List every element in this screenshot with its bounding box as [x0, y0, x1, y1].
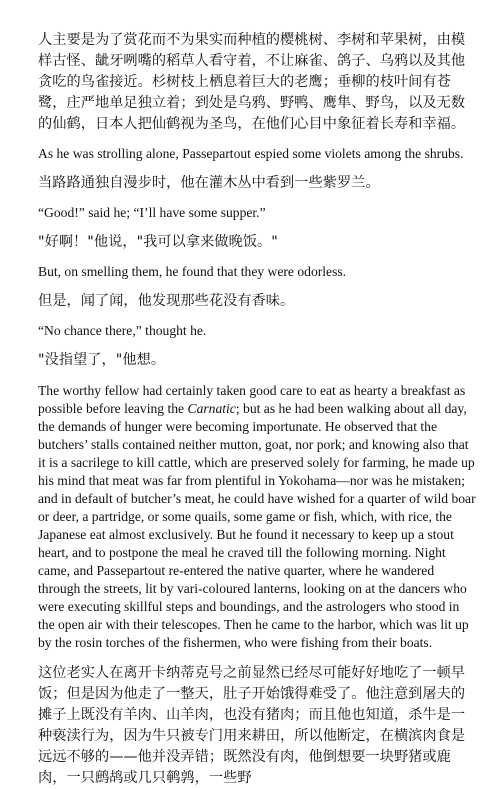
document-page	[38, 30, 478, 789]
hunger-text-start: The worthy fellow had certainly taken good care to eat as hearty a breakfast as possible before leaving the	[38, 383, 466, 416]
ship-name: Carnatic	[187, 401, 236, 416]
paragraph-en-hunger	[38, 382, 478, 652]
paragraph-en-no-chance: “No chance there,” thought he.	[38, 323, 207, 338]
paragraph-en-good: “Good!” said he; “I’ll have some supper.”	[38, 205, 266, 220]
paragraph-zh-odorless: 但是，闻了闻，他发现那些花没有香味。	[38, 293, 295, 309]
paragraph-zh-gardens: 人主要是为了赏花而不为果实而种植的樱桃树、李树和苹果树，由模样古怪、龇牙咧嘴的稻草人看守着，不让麻雀、鸽子、乌鸦以及其他贪吃的鸟雀接近。杉树枝上栖息着巨大的老鹰；垂柳的枝叶间有苍鹭，庄严地单足独立着；到处是乌鸦、野鸭、鹰隼、野鸟，以及无数的仙鹤，日本人把仙鹤视为圣鸟，在他们心目中象征着长寿和幸福。	[38, 32, 466, 132]
paragraph-en-odorless: But, on smelling them, he found that they were odorless.	[38, 264, 347, 279]
paragraph-zh-violets: 当路路通独自漫步时，他在灌木丛中看到一些紫罗兰。	[38, 175, 380, 191]
paragraph-zh-no-chance: "没指望了，"他想。	[38, 352, 166, 368]
paragraph-en-violets: As he was strolling alone, Passepartout espied some violets among the shrubs.	[38, 146, 464, 161]
paragraph-zh-good: "好啊！"他说，"我可以拿来做晚饭。"	[38, 234, 278, 250]
paragraph-zh-hunger: 这位老实人在离开卡纳蒂克号之前显然已经尽可能好好地吃了一顿早饭；但是因为他走了一整天，肚子开始饿得难受了。他注意到屠夫的摊子上既没有羊肉、山羊肉，也没有猪肉；而且他也知道，杀牛是一种亵渎行为，因为牛只被专门用来耕田，所以他断定，在横滨肉食是远远不够的——他并没弄错；既然没有肉，他倒想要一块野猪或鹿肉，一只鹧鸪或几只鹌鹑，一些野	[38, 665, 466, 786]
hunger-text-end: ; but as he had been walking about all day, the demands of hunger were becoming importunate. He observed that the butchers’ stalls contained neither mutton, goat, nor pork; and knowing also that it is a sacrilege to kill cattle, which are preserved solely for farming, he made up his mind that meat was far from plentiful in Yokohama—nor was he mistaken; and in default of butcher’s meat, he could have wished for a quarter of wild boar or deer, a partridge, or some quails, some game or fish, which, with rice, the Japanese eat almost exclusively. But he found it necessary to keep up a stout heart, and to postpone the meal he craved till the following morning. Night came, and Passepartout re-entered the native quarter, where he wandered through the streets, lit by vari-coloured lanterns, looking on at the dancers who were executing skillful steps and boundings, and the astrologers who stood in the open air with their telescopes. Then he came to the harbor, which was lit up by the rosin torches of the fishermen, who were fishing from their boats.	[38, 401, 476, 650]
